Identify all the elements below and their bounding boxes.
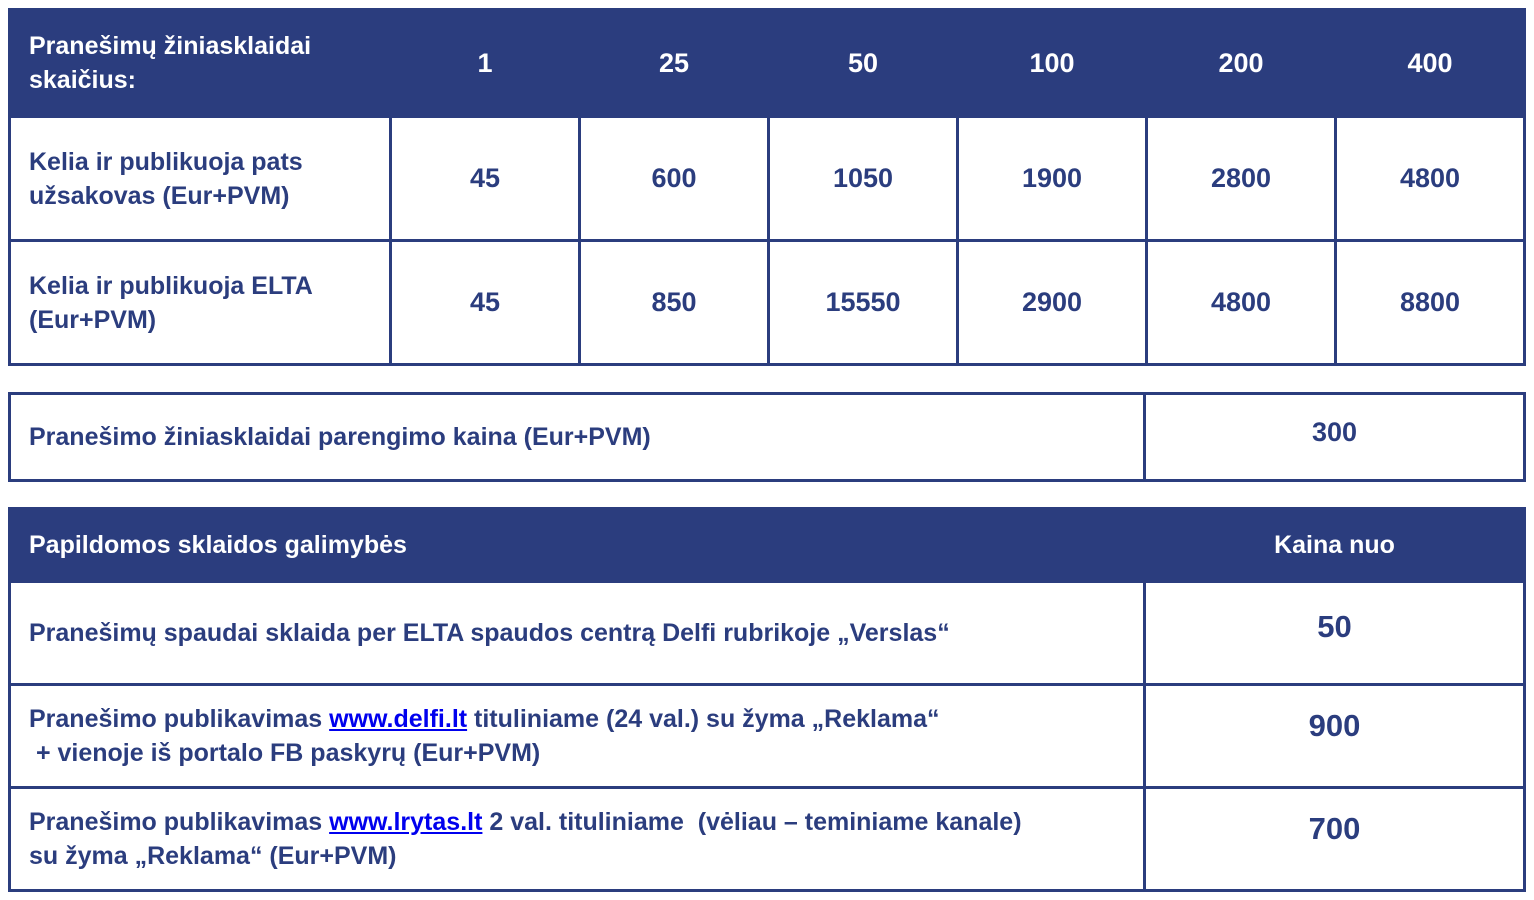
price-cell: 4800 (1336, 117, 1525, 241)
table-row (10, 788, 1525, 891)
price-header-label: Kaina nuo (1145, 509, 1525, 582)
price-cell: 850 (580, 241, 769, 365)
price-cell: 45 (391, 117, 580, 241)
price-cell: 1050 (769, 117, 958, 241)
price-cell: 2800 (1147, 117, 1336, 241)
option-label: Pranešimų spaudai sklaida per ELTA spaudos centrą Delfi rubrikoje „Verslas“ (10, 582, 1145, 685)
option-price: 900 (1145, 685, 1525, 788)
delfi-link[interactable]: www.delfi.lt (329, 705, 468, 733)
option-text-prefix: Pranešimo publikavimas (29, 705, 330, 733)
table-row (10, 582, 1525, 685)
price-cell: 2900 (958, 241, 1147, 365)
row-label: Kelia ir publikuoja pats užsakovas (Eur+PVM) (10, 117, 391, 241)
count-column-header: 400 (1336, 10, 1525, 117)
option-text-prefix: Pranešimo publikavimas (29, 808, 330, 836)
count-column-header: 200 (1147, 10, 1336, 117)
option-label (10, 685, 1145, 788)
table-row (10, 117, 1525, 241)
row-label: Kelia ir publikuoja ELTA (Eur+PVM) (10, 241, 391, 365)
option-price: 700 (1145, 788, 1525, 891)
pricing-table (8, 8, 1526, 366)
count-column-header: 50 (769, 10, 958, 117)
price-cell: 15550 (769, 241, 958, 365)
option-text-line2: su žyma „Reklama“ (Eur+PVM) (29, 842, 397, 870)
option-text-suffix: tituliniame (24 val.) su žyma „Reklama“ (467, 705, 940, 733)
count-column-header: 25 (580, 10, 769, 117)
option-text-line2: + vienoje iš portalo FB paskyrų (Eur+PVM) (29, 739, 541, 767)
price-cell: 1900 (958, 117, 1147, 241)
price-cell: 8800 (1336, 241, 1525, 365)
pricing-header-row (10, 10, 1525, 117)
additional-header-row (10, 509, 1525, 582)
table-row (10, 685, 1525, 788)
count-column-header: 100 (958, 10, 1147, 117)
count-header-label: Pranešimų žiniasklaidai skaičius: (10, 10, 391, 117)
additional-options-table (8, 507, 1526, 892)
preparation-table (8, 392, 1526, 482)
option-price: 50 (1145, 582, 1525, 685)
table-row (10, 394, 1525, 481)
additional-header-label: Papildomos sklaidos galimybės (10, 509, 1145, 582)
price-cell: 45 (391, 241, 580, 365)
price-cell: 4800 (1147, 241, 1336, 365)
option-text-suffix: 2 val. tituliniame (vėliau – teminiame kanale) (482, 808, 1022, 836)
price-cell: 600 (580, 117, 769, 241)
preparation-price: 300 (1145, 394, 1525, 481)
option-label (10, 788, 1145, 891)
lrytas-link[interactable]: www.lrytas.lt (329, 808, 483, 836)
table-row (10, 241, 1525, 365)
preparation-label: Pranešimo žiniasklaidai parengimo kaina (Eur+PVM) (10, 394, 1145, 481)
count-column-header: 1 (391, 10, 580, 117)
